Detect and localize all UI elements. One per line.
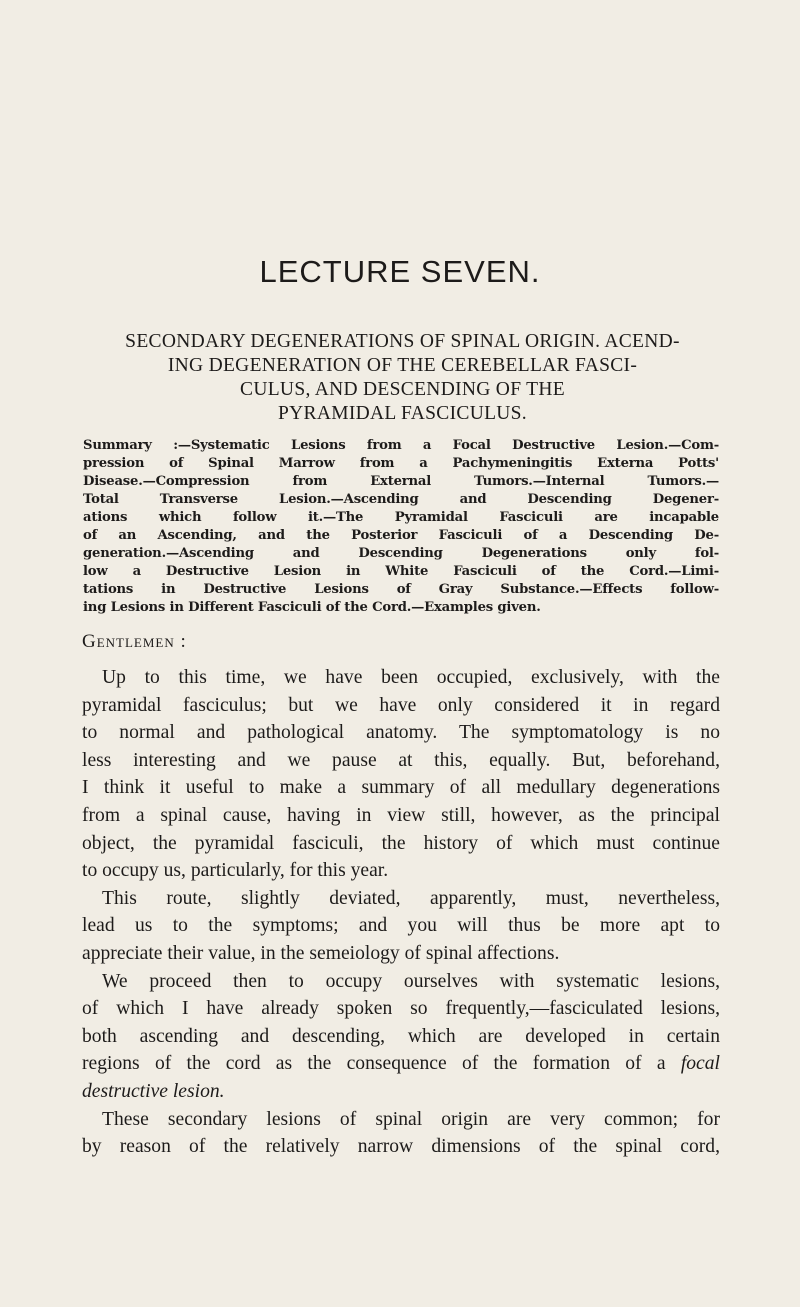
summary-line: of an Ascending, and the Posterior Fasciculi of a Descending De- [83,528,719,543]
body-line: I think it useful to make a summary of all medullary degenerations [82,777,720,799]
summary-line: ations which follow it.—The Pyramidal Fasciculi are incapable [83,510,719,525]
body-line: to occupy us, particularly, for this year. [82,860,389,882]
chapter-heading-line: ING DEGENERATION OF THE CEREBELLAR FASCI- [167,355,638,376]
summary-line: Disease.—Compression from External Tumors.—Internal Tumors.— [83,474,719,489]
body-line-text: regions of the cord as the consequence of the formation of a [82,1053,681,1075]
body-line: appreciate their value, in the semeiology of spinal affections. [82,942,560,964]
body-line: pyramidal fasciculus; but we have only considered it in regard [82,694,720,716]
body-line: object, the pyramidal fasciculi, the history of which must continue [82,832,720,854]
lecture-title: LECTURE SEVEN. [259,254,541,289]
body-line: of which I have already spoken so frequently,—fasciculated lesions, [82,998,720,1020]
summary-line: generation.—Ascending and Descending Degenerations only fol- [83,546,719,561]
body-line: to normal and pathological anatomy. The symptomatology is no [82,722,720,744]
chapter-heading-line: CULUS, AND DESCENDING OF THE [240,379,565,400]
body-line: We proceed then to occupy ourselves with systematic lesions, [102,970,720,992]
body-line: from a spinal cause, having in view still, however, as the principal [82,804,720,826]
italic-phrase: destructive lesion. [82,1080,225,1102]
chapter-heading-line: PYRAMIDAL FASCICULUS. [277,403,527,424]
summary-line: Summary :—Systematic Lesions from a Focal Destructive Lesion.—Com- [83,438,719,453]
summary-line: tations in Destructive Lesions of Gray Substance.—Effects follow- [83,582,719,597]
body-line: both ascending and descending, which are developed in certain [82,1025,720,1047]
body-line [82,1078,720,1106]
body-line: less interesting and we pause at this, equally. But, beforehand, [82,749,720,771]
summary-line: low a Destructive Lesion in White Fasciculi of the Cord.—Limi- [83,564,719,579]
body-line: by reason of the relatively narrow dimensions of the spinal cord, [82,1136,720,1158]
summary-line: pression of Spinal Marrow from a Pachymeningitis Externa Potts' [83,456,719,471]
body-line: lead us to the symptoms; and you will thus be more apt to [82,915,720,937]
body-line [82,1050,720,1078]
salutation: Gentlemen : [82,631,187,652]
summary-line: Total Transverse Lesion.—Ascending and Descending Degener- [83,492,719,507]
lecture-summary [83,437,719,617]
body-line: Up to this time, we have been occupied, exclusively, with the [102,667,720,688]
body-line: These secondary lesions of spinal origin are very common; for [102,1108,720,1130]
body-text [82,664,720,1161]
chapter-heading-line: SECONDARY DEGENERATIONS OF SPINAL ORIGIN. ACEND- [125,331,680,352]
italic-phrase: focal [680,1053,720,1075]
body-line: This route, slightly deviated, apparently, must, nevertheless, [102,887,720,909]
chapter-heading [80,330,725,426]
summary-line: ing Lesions in Different Fasciculi of the Cord.—Examples given. [83,600,541,615]
